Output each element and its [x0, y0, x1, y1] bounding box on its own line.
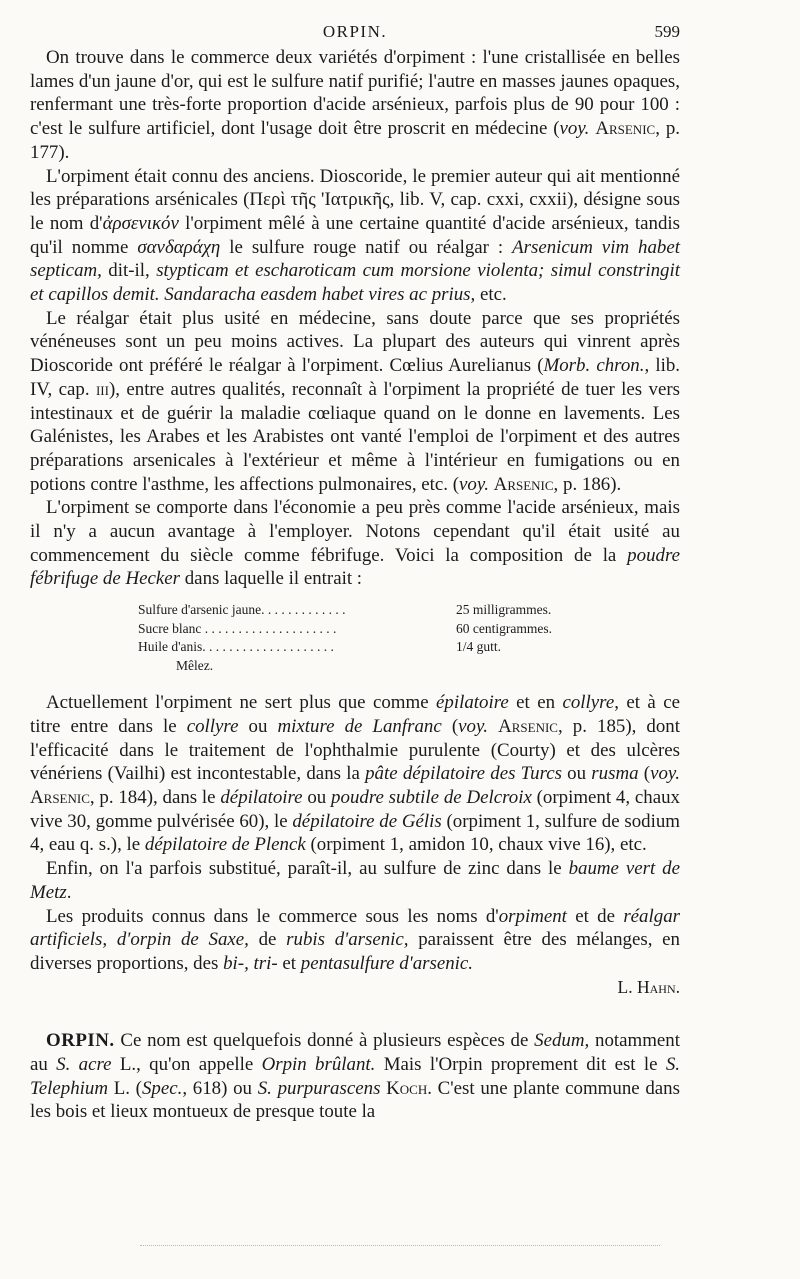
recipe-quantity: 1/4 gutt. [456, 639, 502, 655]
author-signature: L. Hahn. [617, 976, 680, 997]
recipe-quantity: 60 centigrammes. [456, 620, 552, 636]
paragraph: Le réalgar était plus usité en médecine, sans doute parce que ses propriétés vénéneuses sont un peu moins actives. La plupart des auteurs qui vinrent après Dioscoride ont préféré le réalgar à l'orpiment. Cœlius Aurelianus (Morb. chron., lib. IV, cap. iii), entre autres qualités, reconnaît à l'orpiment la propriété de tuer les vers intestinaux et de guérir la maladie cœliaque quand on le donne en lavements. Les Galénistes, les Arabes et les Arabistes ont vanté l'emploi de l'orpiment et des autres préparations arsenicales à l'extérieur et même à l'intérieur en fumigations ou en potions contre l'asthme, les affections pulmonaires, etc. (voy. Arsenic, p. 186). [30, 307, 680, 495]
paragraph: ORPIN. Ce nom est quelquefois donné à plusieurs espèces de Sedum, notamment au S. acre L., qu'on appelle Orpin brûlant. Mais l'Orpin proprement dit est le S. Telephium L. (Spec., 618) ou S. purpurascens Koch. C'est une plante commune dans les bois et lieux montueux de presque toute la [30, 1030, 681, 1123]
page-number: 599 [654, 22, 680, 41]
paragraph: Les produits connus dans le commerce sous les noms d'orpiment et de réalgar artificiels, d'orpin de Saxe, de rubis d'arsenic, paraissent être des mélanges, en diverses proportions, des bi-, tri- et pentasulfure d'arsenic. [30, 905, 680, 974]
entry-headword: ORPIN. [46, 1030, 115, 1052]
recipe [138, 601, 680, 675]
paragraph: On trouve dans le commerce deux variétés d'orpiment : l'une cristallisée en belles lames d'un jaune d'or, qui est le sulfure natif purifié; l'autre en masses jaunes opaques, renfermant une très-forte proportion d'acide arsénieux, parfois plus de 90 pour 100 : c'est le sulfure artificiel, dont l'usage doit être proscrit en médecine (voy. Arsenic, p. 177). [30, 47, 680, 163]
recipe-quantity: 25 milligrammes. [456, 602, 552, 618]
section-gap [30, 999, 680, 1029]
recipe-instruction: Mêlez. [176, 657, 214, 673]
recipe-ingredient: Huile d'anis. . . . . . . . . . . . . . . . . . . . [138, 639, 334, 655]
recipe-row [138, 638, 680, 657]
paragraph: Actuellement l'orpiment ne sert plus que comme épilatoire et en collyre, et à ce titre entre dans le collyre ou mixture de Lanfranc (voy. Arsenic, p. 185), dont l'efficacité dans le traitement de l'ophthalmie purulente (Courty) et des ulcères vénériens (Vailhi) est incontestable, dans la pâte dépilatoire des Turcs ou rusma (voy. Arsenic, p. 184), dans le dépilatoire ou poudre subtile de Delcroix (orpiment 4, chaux vive 30, gomme pulvérisée 60), le dépilatoire de Gélis (orpiment 1, sulfure de sodium 4, eau q. s.), le dépilatoire de Plenck (orpiment 1, amidon 10, chaux vive 16), etc. [30, 692, 680, 856]
footer-rule [140, 1245, 660, 1246]
paragraph: L'orpiment se comporte dans l'économie a peu près comme l'acide arsénieux, mais il n'y a aucun avantage à l'employer. Notons cependant qu'il était usité au commencement du siècle comme fébrifuge. Voici la composition de la poudre fébrifuge de Hecker dans laquelle il entrait : [30, 497, 680, 590]
running-head [30, 22, 680, 46]
article-body [30, 46, 680, 1124]
page [30, 22, 680, 1124]
recipe-ingredient: Sulfure d'arsenic jaune. . . . . . . . . . . . . [138, 602, 346, 618]
recipe-ingredient: Sucre blanc . . . . . . . . . . . . . . . . . . . . [138, 620, 337, 636]
recipe-row [138, 601, 680, 620]
recipe-row [138, 620, 680, 639]
paragraph: Enfin, on l'a parfois substitué, paraît-il, au sulfure de zinc dans le baume vert de Metz. [30, 858, 680, 903]
paragraph: L'orpiment était connu des anciens. Dioscoride, le premier auteur qui ait mentionné les préparations arsénicales (Περὶ τῆς 'Ιατρικῆς, lib. V, cap. cxxi, cxxii), désigne sous le nom d'ἀρσενικόν l'orpiment mêlé à une certaine quantité d'acide arsénieux, tandis qu'il nomme σανδαράχη le sulfure rouge natif ou réalgar : Arsenicum vim habet septicam, dit-il, stypticam et escharoticam cum morsione violenta; simul constringit et capillos demit. Sandaracha easdem habet vires ac prius, etc. [30, 165, 680, 306]
running-title: ORPIN. [322, 22, 388, 41]
